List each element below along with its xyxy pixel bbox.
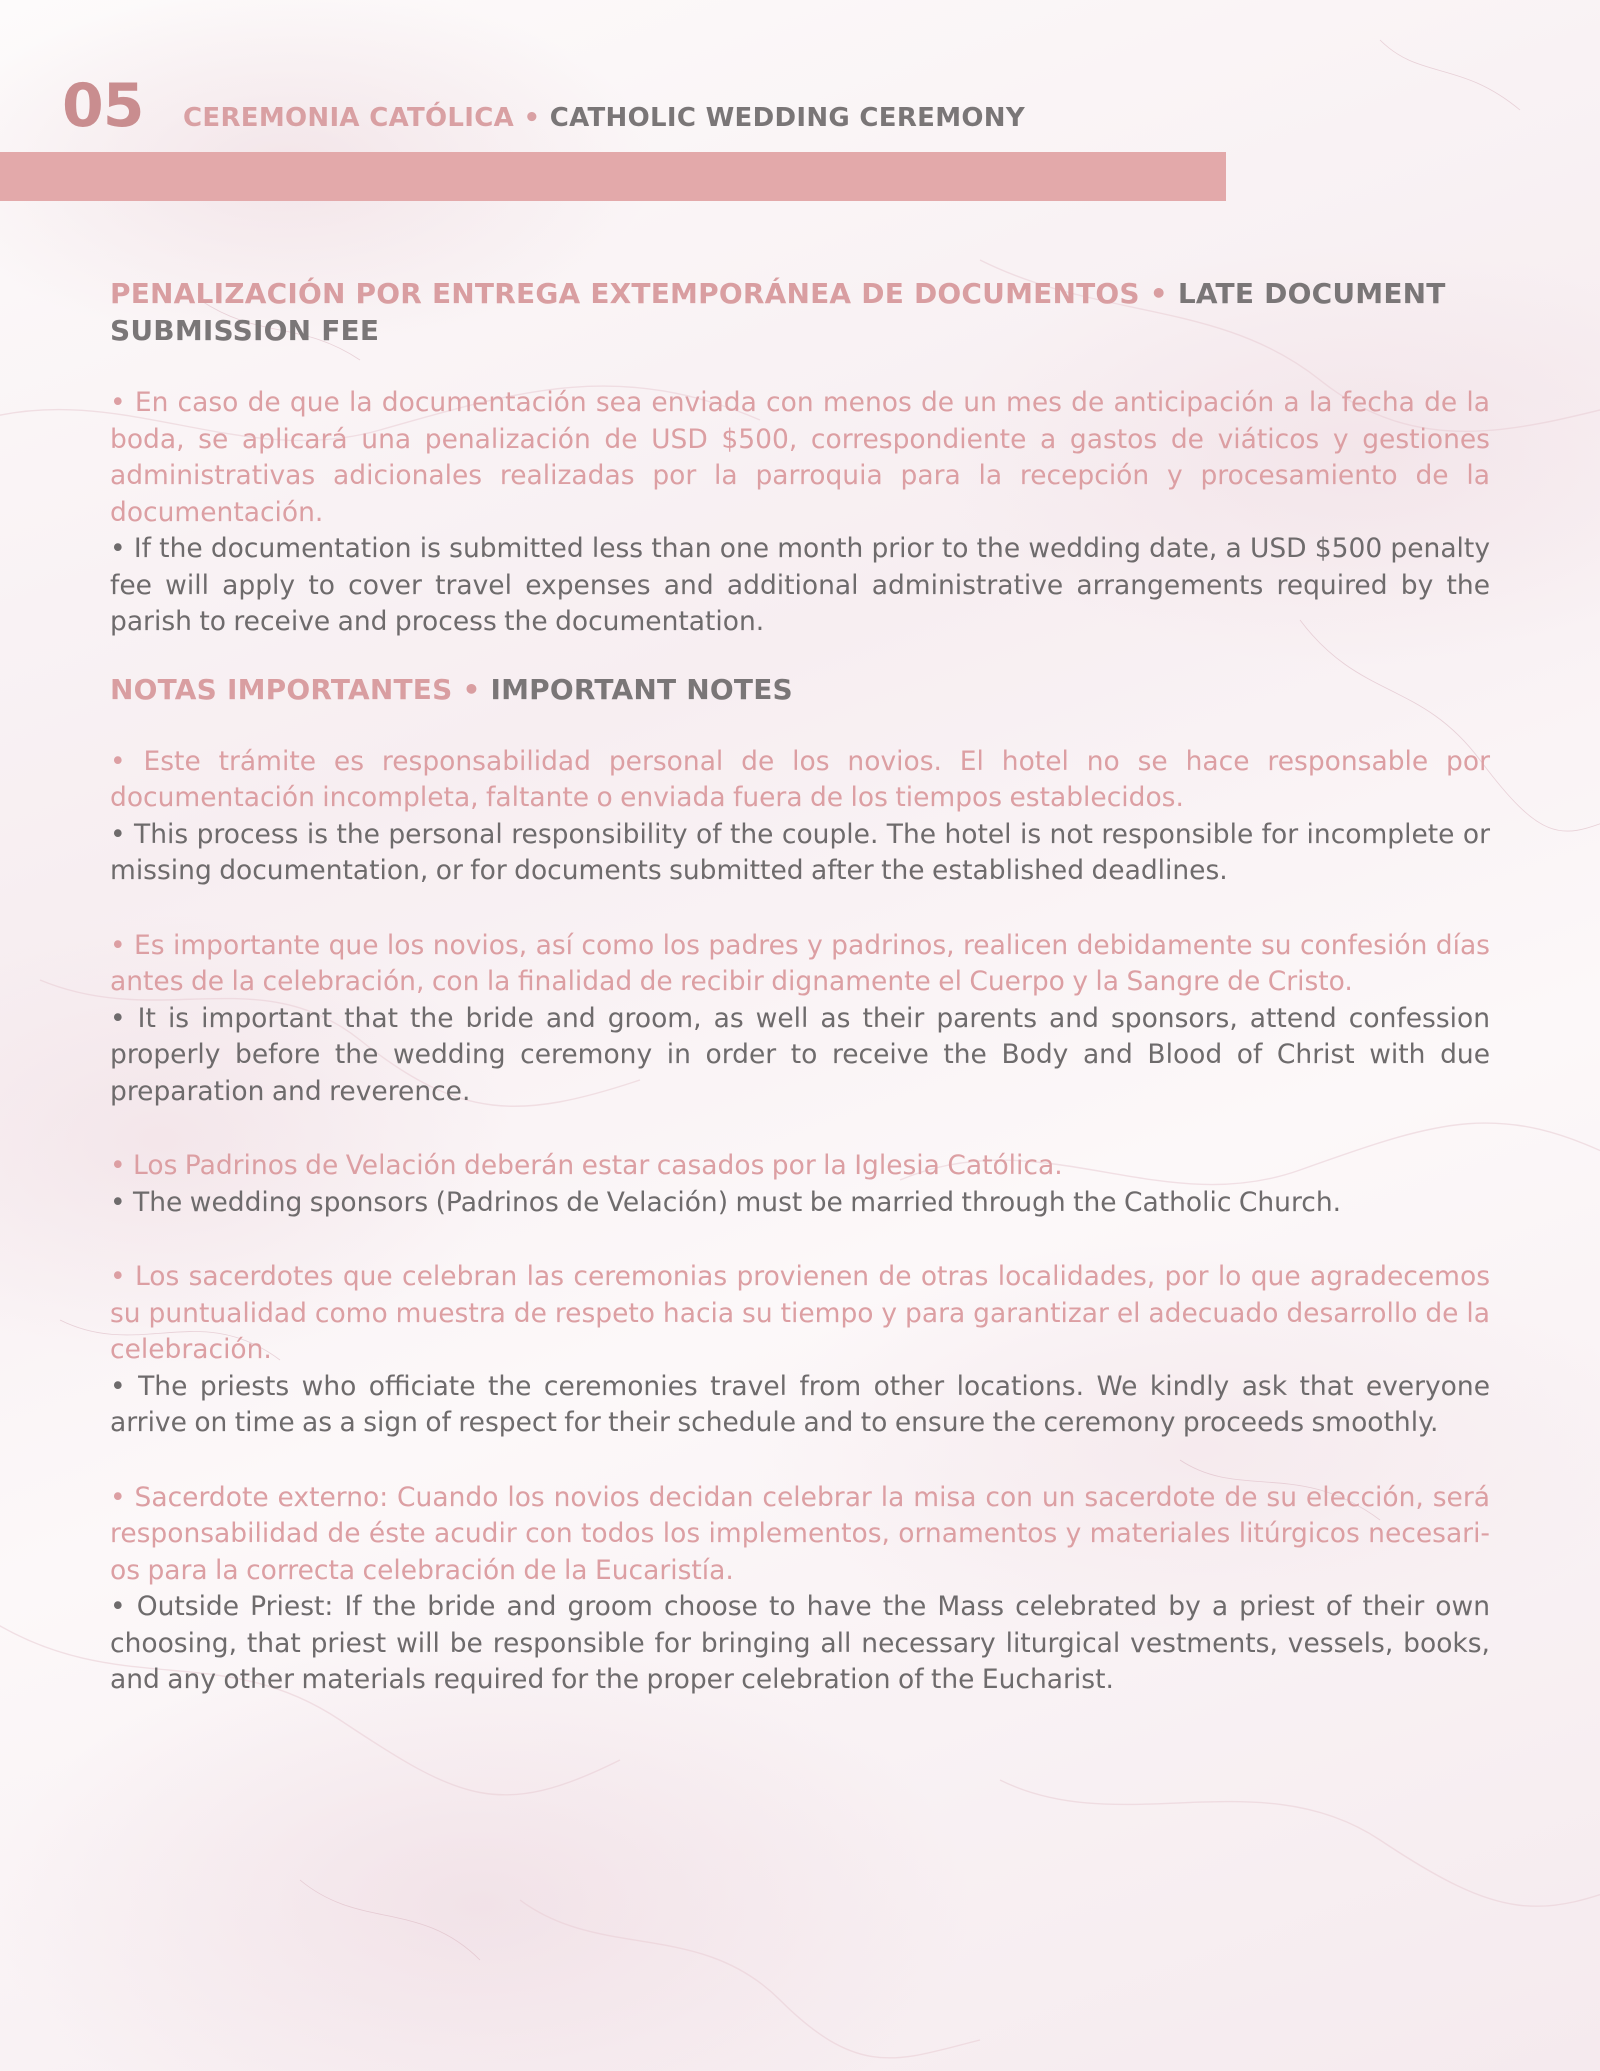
note-en: • This process is the personal responsibility of the couple. The hotel is not responsible for incomplete or missing documentation, or for documents submitted after the established deadlines.: [110, 818, 1490, 886]
section-heading-separator: •: [1149, 277, 1168, 310]
header-title-en: CATHOLIC WEDDING CEREMONY: [549, 103, 1025, 133]
section-heading-es: PENALIZACIÓN POR ENTREGA EXTEMPORÁNEA DE DOCUMENTOS: [110, 277, 1140, 310]
header-title-separator: •: [523, 103, 541, 133]
section-heading-important-notes: [110, 671, 1490, 708]
section-heading-en: LATE DOCUMENT SUBMISSION FEE: [110, 277, 1446, 347]
note-es: • Es importante que los novios, así como los padres y padrinos, realicen debidamente su confesión días antes de la celebración, con la finalidad de recibir dignamente el Cuerpo y la Sangre de Cristo.: [110, 929, 1490, 997]
note-es: • Los Padrinos de Velación deberán estar casados por la Iglesia Católica.: [110, 1150, 1063, 1181]
note-en: • It is important that the bride and groom, as well as their parents and sponsors, attend confession properly before the wedding ceremony in order to receive the Body and Blood of Christ with due preparation and reverence.: [110, 1002, 1490, 1107]
note-en: • If the documentation is submitted less than one month prior to the wedding date, a USD $500 penalty fee will apply to cover travel expenses and additional administrative arrangements required by the parish to receive and process the documentation.: [110, 533, 1490, 637]
header-title-es: CEREMONIA CATÓLICA: [183, 103, 515, 133]
note-en: • The priests who officiate the ceremonies travel from other locations. We kindly ask that everyone arrive on time as a sign of respect for their schedule and to ensure the ceremony proceeds smoothly.: [110, 1370, 1490, 1438]
section-heading-late-fee: [110, 275, 1490, 349]
header-title: [183, 98, 1025, 138]
section-heading-en: IMPORTANT NOTES: [490, 672, 793, 706]
note-es: • Los sacerdotes que celebran las ceremonias provienen de otras localidades, por lo que agradecemos su puntualidad como muestra de respeto hacia su tiempo y para garantizar el adecuado desarrollo de la celebración.: [110, 1261, 1490, 1365]
note-es: • Sacerdote externo: Cuando los novios decidan celebrar la misa con un sacerdote de su elección, será responsabilidad de éste acudir con todos los implementos, ornamentos y materiales litúrgicos necesari-os para la correcta celebración de la Eucaristía.: [110, 1481, 1490, 1586]
main-content: [110, 275, 1490, 1699]
section-heading-separator: •: [462, 672, 481, 706]
note-en: • Outside Priest: If the bride and groom choose to have the Mass celebrated by a priest of their own choosing, that priest will be responsible for bringing all necessary liturgical vestments, vessels, books, and any other materials required for the proper celebration of the Eucharist.: [110, 1591, 1490, 1695]
note-en: • The wedding sponsors (Padrinos de Velación) must be married through the Catholic Church.: [110, 1186, 1342, 1218]
note-es: • Este trámite es responsabilidad personal de los novios. El hotel no se hace responsable por documentación incompleta, faltante o enviada fuera de los tiempos establecidos.: [110, 745, 1490, 813]
header-accent-bar: [0, 152, 1226, 201]
section-heading-es: NOTAS IMPORTANTES: [110, 672, 453, 706]
page-number: 05: [62, 71, 144, 141]
note-es: • En caso de que la documentación sea enviada con menos de un mes de anticipación a la fecha de la boda, se aplicará una penalización de USD $500, correspondiente a gastos de viáticos y gestiones administrativas adicionales realizadas por la parroquia para la recepción y procesamiento de la documentación.: [110, 387, 1490, 528]
